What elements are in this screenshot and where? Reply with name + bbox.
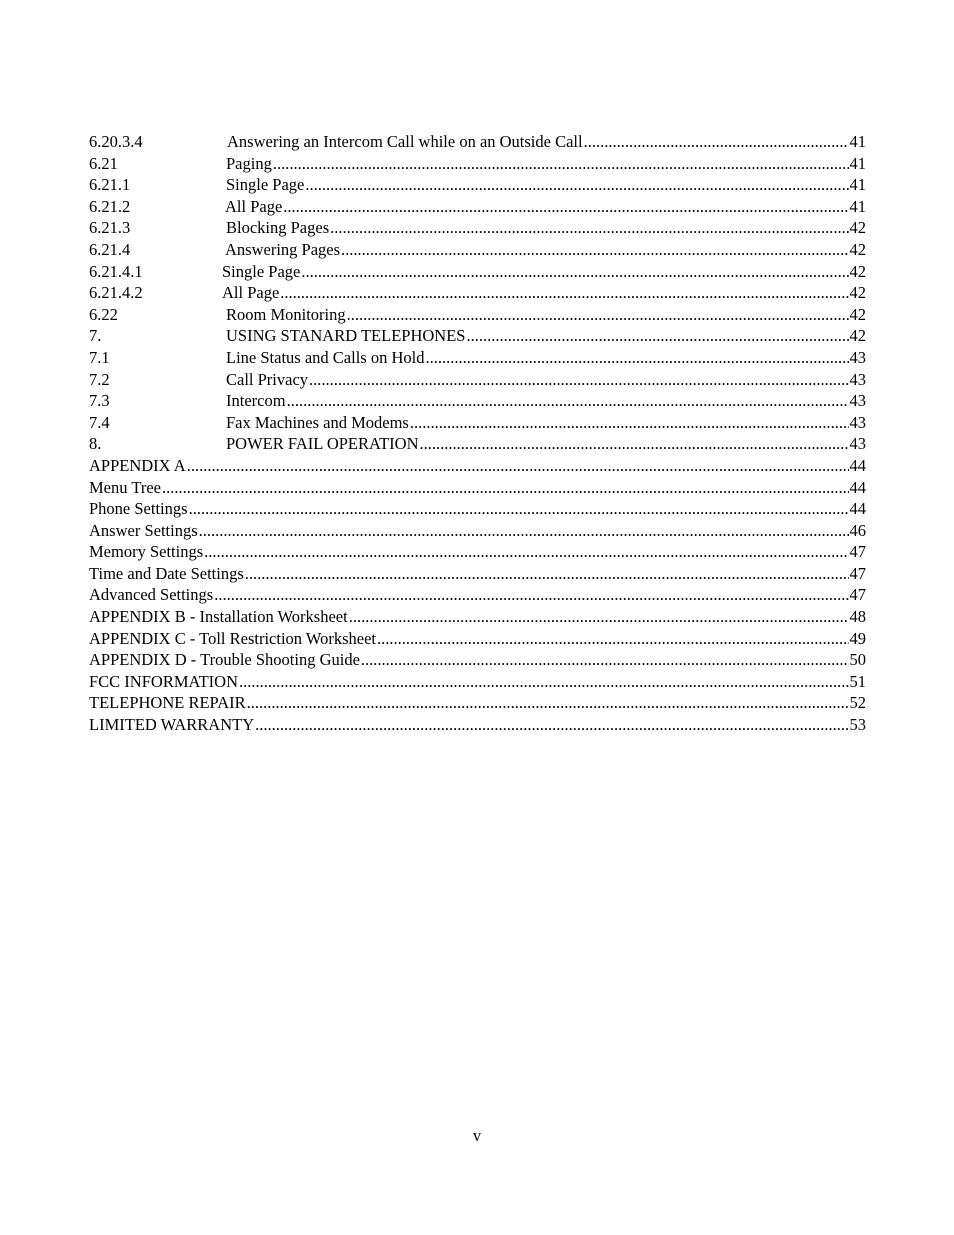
toc-dot-leader	[283, 196, 848, 218]
toc-entry[interactable]	[89, 196, 866, 218]
toc-entry-title: APPENDIX D - Trouble Shooting Guide	[89, 650, 360, 670]
toc-entry-title: All Page	[225, 196, 283, 216]
toc-entry-page: 43	[849, 347, 866, 367]
toc-entry[interactable]	[89, 347, 866, 369]
toc-entry-title: Blocking Pages	[226, 218, 330, 238]
toc-entry-number: 6.20.3.4	[89, 132, 143, 151]
toc-entry-page: 43	[849, 369, 866, 389]
toc-dot-leader	[410, 412, 849, 434]
toc-entry[interactable]	[89, 692, 866, 714]
toc-entry-page: 44	[849, 455, 866, 475]
toc-entry[interactable]	[89, 477, 866, 499]
toc-dot-leader	[309, 369, 848, 391]
toc-dot-leader	[245, 563, 849, 585]
toc-entry-title: Phone Settings	[89, 499, 188, 519]
toc-dot-leader	[162, 477, 849, 499]
toc-dot-leader	[199, 520, 849, 542]
toc-dot-leader	[466, 325, 848, 347]
toc-entry[interactable]	[89, 325, 866, 347]
toc-dot-leader	[341, 239, 848, 261]
toc-dot-leader	[377, 628, 848, 650]
toc-entry[interactable]	[89, 282, 866, 304]
toc-entry[interactable]	[89, 671, 866, 693]
toc-entry-page: 41	[849, 196, 866, 216]
toc-dot-leader	[361, 649, 849, 671]
toc-entry[interactable]	[89, 714, 866, 736]
toc-entry-title: Answer Settings	[89, 520, 198, 540]
toc-entry-page: 47	[849, 585, 866, 605]
toc-entry-title: Advanced Settings	[89, 585, 214, 605]
toc-entry-page: 42	[849, 304, 866, 324]
toc-entry-title: LIMITED WARRANTY	[89, 715, 255, 735]
toc-entry[interactable]	[89, 217, 866, 239]
toc-dot-leader	[273, 153, 849, 175]
toc-entry-title: Answering an Intercom Call while on an Outside Call	[227, 132, 583, 151]
toc-entry-number: 6.21.3	[89, 218, 131, 238]
toc-entry[interactable]	[89, 520, 866, 542]
toc-entry-number: 7.2	[89, 369, 110, 389]
toc-entry-page: 42	[849, 239, 866, 259]
toc-dot-leader	[280, 282, 848, 304]
toc-entry-title: Fax Machines and Modems	[226, 412, 409, 432]
toc-dot-leader	[255, 714, 848, 736]
toc-entry-page: 42	[849, 283, 866, 303]
toc-entry-title: APPENDIX B - Installation Worksheet	[89, 607, 348, 627]
toc-entry-title: APPENDIX A	[89, 455, 186, 475]
toc-entry-page: 48	[849, 607, 866, 627]
toc-entry-title: Single Page	[226, 175, 305, 195]
toc-entry-page: 43	[849, 412, 866, 432]
toc-entry[interactable]	[89, 239, 866, 261]
toc-dot-leader	[349, 606, 849, 628]
toc-entry-number: 7.1	[89, 347, 110, 367]
toc-entry[interactable]	[89, 304, 866, 326]
toc-entry[interactable]	[89, 606, 866, 628]
toc-dot-leader	[189, 498, 849, 520]
toc-entry-page: 41	[849, 175, 866, 195]
toc-dot-leader	[301, 261, 848, 283]
toc-entry-title: Call Privacy	[226, 369, 309, 389]
toc-dot-leader	[247, 692, 849, 714]
toc-dot-leader	[425, 347, 848, 369]
toc-entry[interactable]	[89, 563, 866, 585]
toc-entry-title: Menu Tree	[89, 477, 161, 497]
table-of-contents	[89, 131, 866, 736]
toc-entry-title: TELEPHONE REPAIR	[89, 693, 246, 713]
toc-entry[interactable]	[89, 628, 866, 650]
toc-dot-leader	[347, 304, 849, 326]
toc-entry-page: 53	[849, 715, 866, 735]
toc-entry-title: APPENDIX C - Toll Restriction Worksheet	[89, 628, 377, 648]
toc-entry[interactable]	[89, 584, 866, 606]
toc-entry-number: 6.21.1	[89, 175, 131, 195]
toc-entry-page: 51	[849, 671, 866, 691]
toc-entry-page: 47	[849, 563, 866, 583]
page-number: v	[472, 1126, 482, 1145]
toc-entry-number: 7.3	[89, 391, 110, 411]
toc-dot-leader	[287, 390, 849, 412]
toc-entry-page: 46	[849, 520, 866, 540]
toc-entry-title: Room Monitoring	[226, 304, 346, 324]
toc-entry-number: 6.21.4.1	[89, 261, 143, 281]
toc-entry-title: Memory Settings	[89, 542, 204, 562]
toc-entry-page: 44	[849, 477, 866, 497]
toc-entry-page: 41	[849, 153, 866, 173]
toc-entry-number: 7.4	[89, 412, 110, 432]
toc-entry[interactable]	[89, 649, 866, 671]
toc-entry-page: 43	[849, 391, 866, 411]
toc-entry-title: USING STANARD TELEPHONES	[226, 326, 466, 346]
toc-entry-page: 50	[849, 650, 866, 670]
toc-entry-title: Answering Pages	[225, 239, 341, 259]
toc-entry-title: Single Page	[222, 261, 301, 281]
toc-dot-leader	[420, 433, 849, 455]
toc-dot-leader	[305, 174, 848, 196]
toc-entry-page: 52	[849, 693, 866, 713]
toc-entry[interactable]	[89, 412, 866, 434]
toc-entry-title: All Page	[222, 283, 280, 303]
toc-entry-page: 44	[849, 499, 866, 519]
toc-entry-title: Paging	[226, 153, 272, 173]
toc-entry[interactable]	[89, 455, 866, 477]
toc-entry-page: 43	[849, 434, 866, 454]
toc-entry-page: 42	[849, 261, 866, 281]
toc-entry-page: 41	[849, 132, 866, 151]
toc-entry-title: Line Status and Calls on Hold	[226, 347, 425, 367]
toc-entry[interactable]	[89, 153, 866, 175]
toc-entry[interactable]	[89, 433, 866, 455]
toc-dot-leader	[214, 584, 848, 606]
toc-entry-number: 7.	[89, 326, 102, 346]
toc-entry-number: 6.21.4	[89, 239, 131, 259]
toc-entry[interactable]	[89, 174, 866, 196]
toc-entry-page: 42	[849, 326, 866, 346]
toc-dot-leader	[187, 455, 849, 477]
toc-entry-number: 6.21	[89, 153, 118, 173]
toc-entry-page: 47	[849, 542, 866, 562]
toc-dot-leader	[584, 131, 849, 153]
toc-entry[interactable]	[89, 390, 866, 412]
toc-entry-title: POWER FAIL OPERATION	[226, 434, 419, 454]
toc-entry[interactable]	[89, 369, 866, 391]
toc-entry-title: FCC INFORMATION	[89, 671, 238, 691]
toc-entry[interactable]	[89, 541, 866, 563]
toc-entry-number: 6.21.2	[89, 196, 131, 216]
toc-entry[interactable]	[89, 261, 866, 283]
toc-dot-leader	[204, 541, 848, 563]
toc-entry-page: 42	[849, 218, 866, 238]
toc-entry-number: 8.	[89, 434, 102, 454]
toc-entry-page: 49	[849, 628, 866, 648]
toc-entry-number: 6.22	[89, 304, 118, 324]
toc-entry-title: Intercom	[226, 391, 286, 411]
toc-entry[interactable]	[89, 498, 866, 520]
toc-dot-leader	[330, 217, 848, 239]
toc-entry[interactable]	[89, 131, 866, 153]
toc-entry-number: 6.21.4.2	[89, 283, 143, 303]
toc-dot-leader	[239, 671, 849, 693]
toc-entry-title: Time and Date Settings	[89, 563, 244, 583]
